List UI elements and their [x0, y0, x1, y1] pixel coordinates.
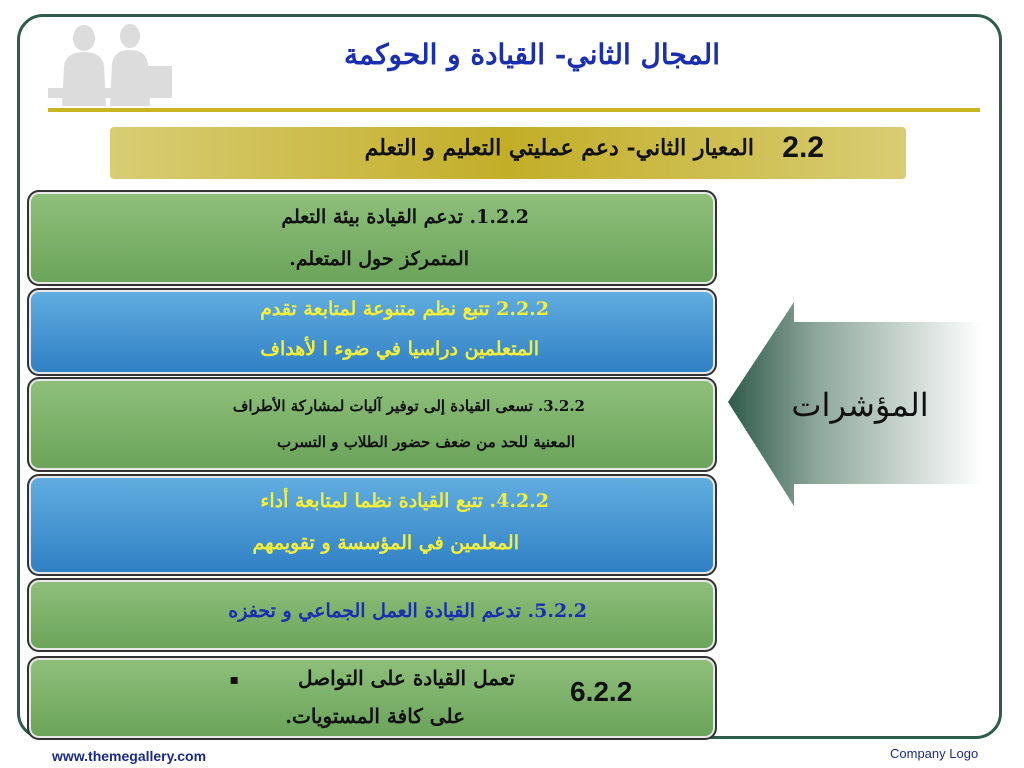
standard-number: 2.2: [782, 131, 824, 164]
indicator-box: [27, 190, 717, 286]
indicator-line: المعلمين في المؤسسة و تقويمهم: [252, 532, 519, 554]
business-people-icon: [44, 22, 174, 106]
indicator-line: 2.2.2 تتبع نظم متنوعة لمتابعة تقدم: [260, 298, 549, 320]
standard-text: المعيار الثاني- دعم عمليتي التعليم و التعلم: [364, 135, 754, 161]
indicator-line: تعمل القيادة على التواصل: [297, 666, 515, 690]
title-underline: [48, 108, 980, 112]
bullet-icon: ▪: [229, 672, 239, 688]
indicator-line: 3.2.2. تسعى القيادة إلى توفير آليات لمشاركة الأطراف: [232, 397, 585, 415]
indicator-line: 4.2.2. تتبع القيادة نظما لمتابعة أداء: [260, 490, 549, 512]
indicator-box: [27, 474, 717, 576]
indicator-line: المتمركز حول المتعلم.: [289, 248, 469, 270]
slide-title: المجال الثاني- القيادة و الحوكمة: [344, 38, 720, 71]
footer-website[interactable]: www.themegallery.com: [52, 748, 207, 764]
indicator-line: 1.2.2. تدعم القيادة بيئة التعلم: [281, 206, 529, 228]
indicator-line: 5.2.2. تدعم القيادة العمل الجماعي و تحفزه: [228, 600, 587, 622]
indicator-line: المتعلمين دراسيا في ضوء ا لأهداف: [260, 338, 539, 360]
indicator-box: [27, 288, 717, 376]
indicator-number: 6.2.2: [570, 676, 633, 707]
indicators-label: المؤشرات: [791, 386, 929, 424]
indicator-box: [27, 578, 717, 652]
indicator-line: المعنية للحد من ضعف حضور الطلاب و التسرب: [276, 433, 575, 451]
company-logo: Company Logo: [890, 746, 979, 761]
indicator-box: [27, 377, 717, 472]
indicator-line: على كافة المستويات.: [285, 704, 465, 728]
standard-banner: [110, 127, 906, 179]
